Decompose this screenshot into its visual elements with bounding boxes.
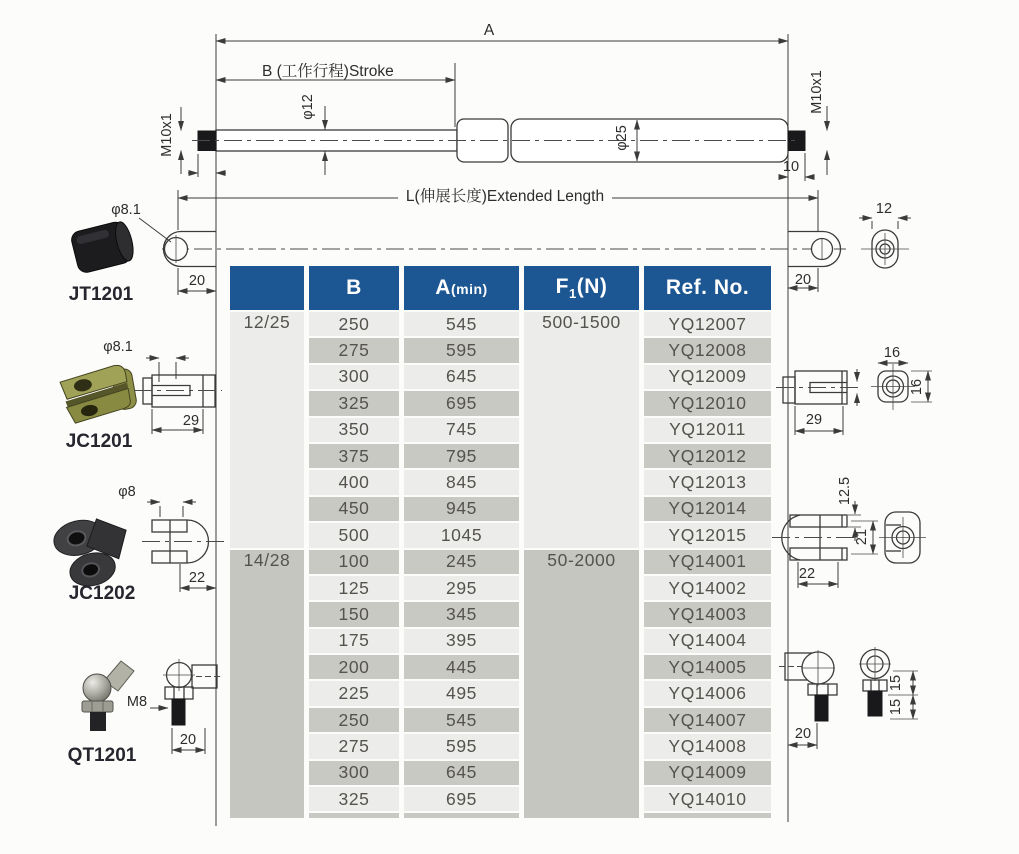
header-a: A(min)	[404, 266, 519, 310]
jc1202-photo	[50, 510, 137, 593]
qt1201-thread: M8	[126, 694, 148, 710]
cell-a: 545	[404, 312, 519, 336]
table-row	[230, 550, 771, 574]
cell-ref: YQ14006	[644, 681, 771, 705]
table-row	[230, 470, 771, 494]
jc1202-dia: φ8	[118, 484, 136, 500]
cell-b: 300	[309, 761, 399, 785]
cell-ref: YQ14002	[644, 576, 771, 600]
cell-a: 495	[404, 681, 519, 705]
dim-a-label: A	[483, 22, 495, 39]
dim-thread-len: 10	[782, 159, 800, 175]
cell-a: 295	[404, 576, 519, 600]
header-b: B	[309, 266, 399, 310]
cell-ref: YQ12007	[644, 312, 771, 336]
cell-ref: YQ12014	[644, 497, 771, 521]
fitting-jc1202	[50, 484, 228, 604]
table-row	[230, 602, 771, 626]
cell-b: 450	[309, 497, 399, 521]
fork-length: 29	[805, 412, 823, 428]
fork-height: 16	[909, 378, 925, 396]
qt1201-label: QT1201	[67, 745, 137, 766]
cell-b: 250	[309, 708, 399, 732]
dim-eye-width: 12	[875, 201, 893, 217]
cell-ref: YQ14008	[644, 734, 771, 758]
cell-b: 325	[309, 391, 399, 415]
header-row	[230, 266, 771, 310]
table-row	[230, 761, 771, 785]
cell-a: 345	[404, 602, 519, 626]
group-label: 12/25	[230, 312, 304, 548]
table-row	[230, 787, 771, 811]
table-row	[230, 576, 771, 600]
table-row	[230, 338, 771, 362]
cell-ref: YQ14003	[644, 602, 771, 626]
cell-a: 695	[404, 391, 519, 415]
cell-ref: YQ12012	[644, 444, 771, 468]
cell-ref: YQ14010	[644, 787, 771, 811]
ball-dim1: 15	[888, 674, 904, 692]
cell-b: 225	[309, 681, 399, 705]
jc1202-length: 22	[188, 570, 206, 586]
dim-thread-right: M10x1	[809, 70, 825, 114]
header-f: $F_1(N)$	[524, 266, 639, 310]
ball-length: 20	[794, 726, 812, 742]
cell-ref: YQ12008	[644, 338, 771, 362]
cell-a: 595	[404, 338, 519, 362]
cell-a: 695	[404, 787, 519, 811]
dim-eye-left-len: 20	[188, 273, 206, 289]
cell-ref: YQ14005	[644, 655, 771, 679]
cell-a: 595	[404, 734, 519, 758]
right-clevis-views	[772, 477, 926, 588]
table-row	[230, 365, 771, 389]
clevis-pitch: 21	[854, 528, 870, 546]
fitting-jc1201	[59, 339, 222, 452]
cell-b: 500	[309, 523, 399, 547]
dim-thread-left: M10x1	[159, 113, 175, 157]
cell-a: 645	[404, 761, 519, 785]
cell-b: 150	[309, 602, 399, 626]
spec-table-wrap	[225, 264, 781, 818]
table-row	[230, 497, 771, 521]
header-group	[230, 266, 304, 310]
cell-a: 395	[404, 629, 519, 653]
table-row	[230, 523, 771, 547]
table-row	[230, 391, 771, 415]
dim-cyl-dia: φ25	[614, 125, 630, 151]
jc1201-label: JC1201	[65, 431, 133, 452]
cell-b: 400	[309, 470, 399, 494]
table-row	[230, 312, 771, 336]
dim-eye-right-len: 20	[794, 272, 812, 288]
cell-ref: YQ12015	[644, 523, 771, 547]
table-row	[230, 681, 771, 705]
cell-a: 795	[404, 444, 519, 468]
jt1201-photo	[70, 219, 137, 274]
cell-a: 445	[404, 655, 519, 679]
cell-b: 250	[309, 312, 399, 336]
group-force: 500-1500	[524, 312, 639, 548]
cell-a: 1045	[404, 523, 519, 547]
jt1201-dia: φ8.1	[111, 202, 141, 218]
cell-b: 175	[309, 629, 399, 653]
ball-dim2: 15	[888, 698, 904, 716]
jc1201-photo	[59, 363, 139, 425]
cell-ref: YQ14007	[644, 708, 771, 732]
cell-a: 545	[404, 708, 519, 732]
cell-a: 245	[404, 550, 519, 574]
cell-ref: YQ12011	[644, 418, 771, 442]
jc1201-length: 29	[182, 413, 200, 429]
cell-a: 845	[404, 470, 519, 494]
cell-b: 350	[309, 418, 399, 442]
header-ref: Ref. No.	[644, 266, 771, 310]
cell-b: 325	[309, 787, 399, 811]
fitting-qt1201	[68, 659, 222, 766]
fork-width: 16	[883, 345, 901, 361]
group-force: 50-2000	[524, 550, 639, 818]
cell-a: 645	[404, 365, 519, 389]
jc1201-dia: φ8.1	[103, 339, 133, 355]
cell-ref: YQ12013	[644, 470, 771, 494]
cell-b: 100	[309, 550, 399, 574]
table-row	[230, 444, 771, 468]
cell-b: 300	[309, 365, 399, 389]
cell-b: 125	[309, 576, 399, 600]
cell-b: 200	[309, 655, 399, 679]
group-label: 14/28	[230, 550, 304, 818]
right-fork-views	[776, 345, 932, 435]
dim-stroke-label: B (工作行程)Stroke	[262, 63, 394, 80]
clevis-tine: 12.5	[837, 476, 853, 506]
cell-b: 275	[309, 734, 399, 758]
cell-ref: YQ14004	[644, 629, 771, 653]
table-row	[230, 708, 771, 732]
cell-ref: YQ12009	[644, 365, 771, 389]
dim-extended-label: L(伸展长度)Extended Length	[405, 188, 605, 205]
table-row	[230, 629, 771, 653]
thread-end-right	[789, 131, 806, 151]
dim-rod-dia: φ12	[300, 94, 316, 120]
cell-a: 945	[404, 497, 519, 521]
table-row	[230, 655, 771, 679]
cell-b: 275	[309, 338, 399, 362]
cell-ref: YQ14009	[644, 761, 771, 785]
qt1201-length: 20	[179, 732, 197, 748]
table-row-partial	[230, 813, 771, 818]
right-balljoint-views	[779, 647, 918, 749]
cell-ref: YQ12010	[644, 391, 771, 415]
table-row	[230, 734, 771, 758]
fitting-jt1201	[69, 202, 171, 305]
spec-table	[225, 264, 776, 818]
clevis-length: 22	[798, 566, 816, 582]
jc1202-label: JC1202	[68, 583, 136, 604]
cell-b: 375	[309, 444, 399, 468]
cell-ref: YQ14001	[644, 550, 771, 574]
table-row	[230, 418, 771, 442]
jt1201-label: JT1201	[68, 284, 134, 305]
cell-a: 745	[404, 418, 519, 442]
